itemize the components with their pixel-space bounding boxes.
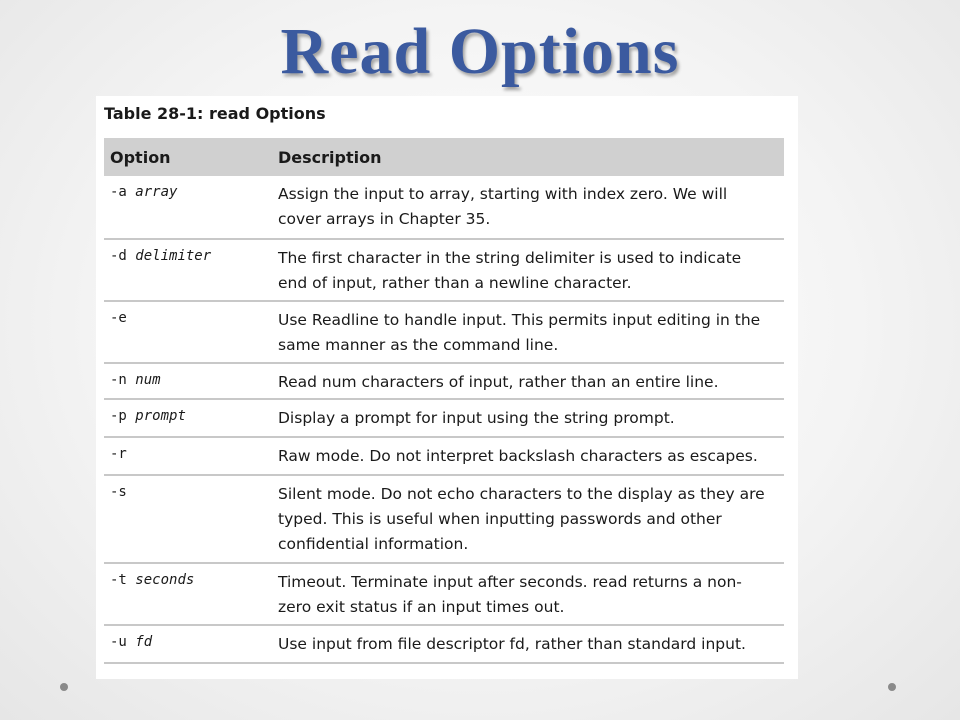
table-row (104, 176, 784, 240)
slide-title: Read Options (280, 15, 680, 88)
header-option: Option (110, 148, 171, 167)
table-header-row (104, 138, 784, 176)
header-description: Description (278, 148, 382, 167)
table-caption: Table 28-1: read Options (104, 104, 326, 123)
description-cell: Read num characters of input, rather than an entire line. (278, 373, 719, 391)
read-options-table (96, 96, 798, 679)
description-cell: The first character in the string delimiter is used to indicate end of input, rather than a newline character. (278, 249, 742, 292)
option-cell: -t seconds (110, 572, 195, 588)
option-cell: -s (110, 484, 127, 500)
slide-bullet-dot-left (60, 683, 68, 691)
description-cell: Raw mode. Do not interpret backslash characters as escapes. (278, 447, 758, 465)
description-cell: Use Readline to handle input. This permits input editing in the same manner as the command line. (278, 311, 761, 354)
option-cell: -u fd (110, 634, 153, 650)
description-cell: Silent mode. Do not echo characters to the display as they are typed. This is useful when inputting passwords and other confidential information. (278, 485, 765, 553)
option-cell: -a array (110, 184, 178, 200)
option-cell: -p prompt (110, 408, 186, 424)
table-row (104, 476, 784, 564)
option-cell: -n num (110, 372, 161, 388)
option-cell: -e (110, 310, 127, 326)
table-row (104, 400, 784, 438)
slide-bullet-dot-right (888, 683, 896, 691)
description-cell: Display a prompt for input using the string prompt. (278, 409, 675, 427)
table-row (104, 564, 784, 626)
table-row (104, 240, 784, 302)
table-row (104, 438, 784, 476)
option-cell: -r (110, 446, 127, 462)
table-row (104, 626, 784, 664)
description-cell: Assign the input to array, starting with index zero. We will cover arrays in Chapter 35. (278, 185, 728, 228)
description-cell: Timeout. Terminate input after seconds. read returns a non-zero exit status if an input times out. (278, 573, 742, 616)
option-cell: -d delimiter (110, 248, 212, 264)
table-row (104, 364, 784, 400)
description-cell: Use input from file descriptor fd, rather than standard input. (278, 635, 746, 653)
table-row (104, 302, 784, 364)
